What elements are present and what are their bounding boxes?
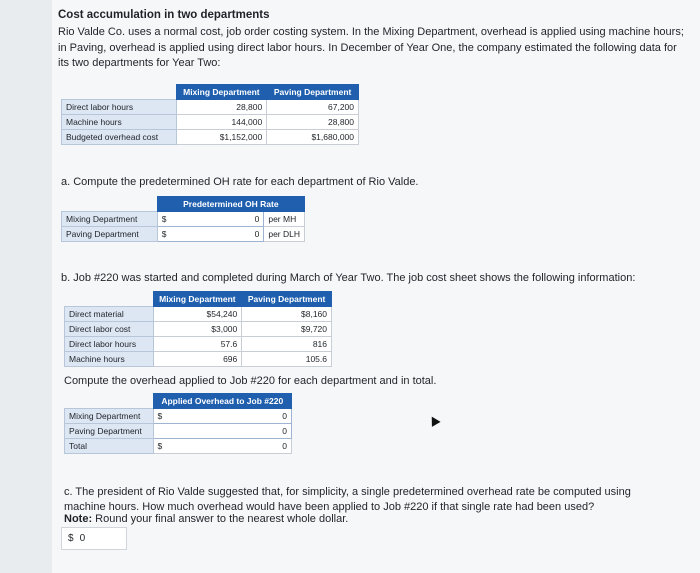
input-value: 0 (254, 229, 260, 239)
part-c-question: c. The president of Rio Valde suggested that, for simplicity, a single predetermined overhead rate be computed using machine hours. How much overhead would have been applied to Job #220 if that single rate had been used? (64, 486, 631, 513)
row-label: Budgeted overhead cost (62, 130, 177, 145)
row-label: Mixing Department (65, 409, 154, 424)
mixing-value: 28,800 (176, 100, 267, 115)
table-row (65, 337, 332, 352)
oh-rate-header: Predetermined OH Rate (157, 197, 304, 212)
table-row (65, 322, 332, 337)
paving-value: 816 (242, 337, 332, 352)
dollar-sign: $ (157, 411, 163, 421)
paving-value: 105.6 (242, 352, 332, 367)
paving-applied-input[interactable] (153, 424, 292, 439)
mixing-value: $54,240 (153, 307, 242, 322)
row-label: Direct material (65, 307, 154, 322)
job-cost-table (64, 291, 332, 367)
compute-instruction: Compute the overhead applied to Job #220 for each department and in total. (64, 375, 437, 387)
mixing-value: $1,152,000 (176, 130, 267, 145)
col-header-paving: Paving Department (267, 85, 359, 100)
table-row (62, 212, 305, 227)
table-row (62, 100, 359, 115)
table-row (65, 424, 292, 439)
row-label: Machine hours (65, 352, 154, 367)
applied-overhead-header: Applied Overhead to Job #220 (153, 394, 292, 409)
dollar-sign: $ (161, 229, 167, 239)
page-title: Cost accumulation in two departments (58, 9, 270, 21)
mixing-rate-input[interactable] (157, 212, 264, 227)
row-label: Direct labor cost (65, 322, 154, 337)
budget-table (61, 84, 359, 145)
mixing-value: 696 (153, 352, 242, 367)
dollar-sign: $ (161, 214, 167, 224)
paving-rate-input[interactable] (157, 227, 264, 242)
input-value: 0 (79, 533, 86, 544)
paving-value: 28,800 (267, 115, 359, 130)
note-label: Note: (64, 513, 93, 525)
col-header-mixing: Mixing Department (153, 292, 242, 307)
table-row (65, 409, 292, 424)
part-a-question: a. Compute the predetermined OH rate for each department of Rio Valde. (61, 176, 419, 188)
paving-value: $8,160 (242, 307, 332, 322)
row-label: Paving Department (62, 227, 158, 242)
applied-overhead-table (64, 393, 292, 454)
row-label: Paving Department (65, 424, 154, 439)
total-applied-value (153, 439, 292, 454)
unit-label: per DLH (264, 227, 305, 242)
paving-value: $9,720 (242, 322, 332, 337)
row-label: Total (65, 439, 154, 454)
mixing-value: $3,000 (153, 322, 242, 337)
dollar-sign: $ (68, 533, 74, 544)
input-value: 0 (282, 426, 287, 436)
table-row (65, 352, 332, 367)
table-row (62, 227, 305, 242)
row-label: Machine hours (62, 115, 177, 130)
note-text: Round your final answer to the nearest whole dollar. (92, 513, 349, 525)
single-rate-answer-input[interactable] (61, 527, 127, 550)
input-value: 0 (282, 411, 287, 421)
mixing-applied-input[interactable] (153, 409, 292, 424)
col-header-mixing: Mixing Department (176, 85, 267, 100)
paving-value: $1,680,000 (267, 130, 359, 145)
row-label: Direct labor hours (65, 337, 154, 352)
part-b-question: b. Job #220 was started and completed during March of Year Two. The job cost sheet shows the following information: (61, 272, 636, 284)
total-value: 0 (282, 441, 287, 451)
mixing-value: 57.6 (153, 337, 242, 352)
paving-value: 67,200 (267, 100, 359, 115)
row-label: Mixing Department (62, 212, 158, 227)
table-row (65, 439, 292, 454)
table-row (62, 115, 359, 130)
part-c-note (64, 513, 348, 525)
unit-label: per MH (264, 212, 305, 227)
col-header-paving: Paving Department (242, 292, 332, 307)
table-row (62, 130, 359, 145)
oh-rate-table (61, 196, 305, 242)
mixing-value: 144,000 (176, 115, 267, 130)
dollar-sign: $ (157, 441, 163, 451)
table-row (65, 307, 332, 322)
row-label: Direct labor hours (62, 100, 177, 115)
intro-paragraph: Rio Valde Co. uses a normal cost, job order costing system. In the Mixing Department, overhead is applied using machine hours; in Paving, overhead is applied using direct labor hours. In December of Year One, the company estimated the following data for its two departments for Year Two: (58, 26, 684, 69)
input-value: 0 (254, 214, 260, 224)
